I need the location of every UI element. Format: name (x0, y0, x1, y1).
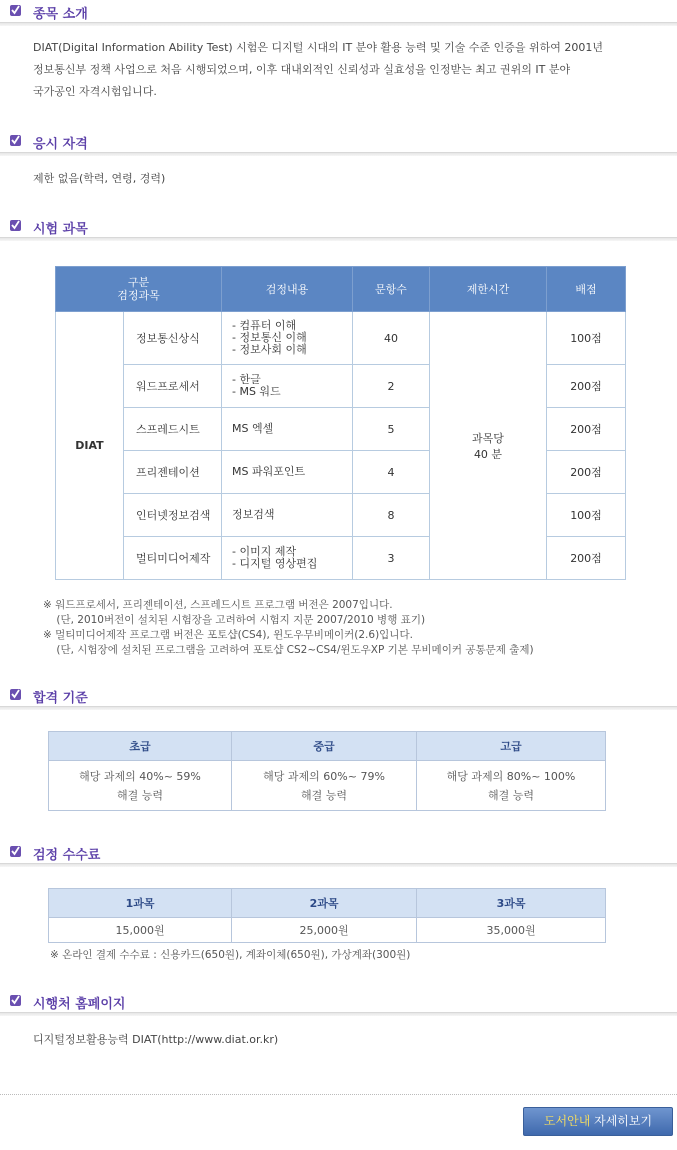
header-count: 문항수 (353, 267, 430, 312)
checkbox-icon (10, 689, 21, 700)
table-header-row (49, 732, 606, 761)
section-divider (0, 1012, 677, 1016)
subject-count: 8 (353, 494, 430, 537)
section-title: 종목 소개 (33, 7, 88, 22)
subject-score: 200점 (547, 365, 626, 408)
book-info-button[interactable] (523, 1107, 673, 1136)
intro-line: DIAT(Digital Information Ability Test) 시험은 디지털 시대의 IT 분야 활용 능력 및 기술 수준 인증을 위하여 2001년 (33, 41, 603, 54)
section-header-pass (0, 686, 677, 706)
level-criteria (232, 761, 417, 811)
level-header: 초급 (49, 732, 232, 761)
section-title: 검정 수수료 (33, 848, 101, 863)
checkbox-icon (10, 220, 21, 231)
subject-content (222, 494, 353, 537)
qualification-text: 제한 없음(학력, 연령, 경력) (33, 172, 166, 185)
subject-content (222, 537, 353, 580)
criteria-line: 해결 능력 (488, 788, 535, 802)
subject-content (222, 408, 353, 451)
subject-name: 스프레드시트 (124, 408, 222, 451)
section-divider (0, 22, 677, 26)
section-header-homepage (0, 992, 677, 1012)
subjects-table (55, 266, 626, 580)
content-line: - 한글 (232, 373, 261, 386)
footer-divider (0, 1094, 677, 1095)
note-line: (단, 2010버전이 설치된 시험장을 고려하여 시험지 지문 2007/2010 병행 표기) (43, 614, 426, 626)
pass-criteria-table (48, 731, 606, 811)
section-title: 응시 자격 (33, 137, 88, 152)
table-row (49, 761, 606, 811)
section-divider (0, 863, 677, 867)
subject-score: 100점 (547, 494, 626, 537)
subject-score: 200점 (547, 451, 626, 494)
subject-score: 200점 (547, 408, 626, 451)
fee-note: ※ 온라인 결제 수수료 : 신용카드(650원), 계좌이체(650원), 가상계좌(300원) (50, 949, 411, 961)
time-line: 과목당 (472, 431, 504, 445)
intro-line: 국가공인 자격시험입니다. (33, 85, 157, 98)
criteria-line: 해당 과제의 40%~ 59% (79, 769, 201, 783)
subject-score: 200점 (547, 537, 626, 580)
note-line: ※ 워드프로세서, 프리젠테이션, 스프레드시트 프로그램 버전은 2007입니다. (43, 599, 393, 611)
criteria-line: 해결 능력 (301, 788, 348, 802)
criteria-line: 해결 능력 (117, 788, 164, 802)
content-line: - 정보통신 이해 (232, 331, 307, 344)
subject-content (222, 365, 353, 408)
content-line: MS 엑셀 (232, 422, 274, 435)
section-header-fee (0, 843, 677, 863)
note-line: (단, 시험장에 설치된 프로그램을 고려하여 포토샵 CS2~CS4/윈도우XP 기본 무비메이커 공통문제 출제) (43, 644, 534, 656)
fee-table (48, 888, 606, 943)
subject-count: 2 (353, 365, 430, 408)
fee-value: 15,000원 (49, 918, 232, 943)
section-divider (0, 152, 677, 156)
subject-count: 5 (353, 408, 430, 451)
subject-count: 4 (353, 451, 430, 494)
button-highlight-label: 도서안내 (543, 1114, 591, 1128)
checkbox-icon (10, 5, 21, 16)
section-divider (0, 237, 677, 241)
intro-text (33, 37, 653, 103)
content-line: - 이미지 제작 (232, 545, 297, 558)
subject-name: 프리젠테이션 (124, 451, 222, 494)
content-line: - MS 워드 (232, 385, 281, 398)
section-header-intro (0, 2, 677, 22)
subject-score: 100점 (547, 312, 626, 365)
header-label: 구분 (127, 276, 150, 289)
criteria-line: 해당 과제의 80%~ 100% (446, 769, 576, 783)
section-header-qualification (0, 132, 677, 152)
subject-name: 정보통신상식 (124, 312, 222, 365)
table-row (56, 312, 626, 365)
content-line: MS 파워포인트 (232, 465, 306, 478)
content-line: - 정보사회 이해 (232, 343, 307, 356)
header-score: 배점 (547, 267, 626, 312)
subject-notes (43, 598, 534, 658)
section-divider (0, 706, 677, 710)
fee-header: 2과목 (232, 889, 417, 918)
level-header: 고급 (417, 732, 606, 761)
content-line: - 컴퓨터 이해 (232, 319, 297, 332)
intro-line: 정보통신부 정책 사업으로 처음 시행되었으며, 이후 대내외적인 신뢰성과 실효성을 인정받는 최고 권위의 IT 분야 (33, 63, 571, 76)
checkbox-icon (10, 135, 21, 146)
table-row (49, 918, 606, 943)
section-title: 시험 과목 (33, 222, 88, 237)
time-line: 40 분 (473, 447, 503, 461)
subject-count: 40 (353, 312, 430, 365)
table-header-row (56, 267, 626, 312)
header-category (56, 267, 222, 312)
subject-name: 인터넷정보검색 (124, 494, 222, 537)
level-criteria (417, 761, 606, 811)
checkbox-icon (10, 846, 21, 857)
subject-name: 워드프로세서 (124, 365, 222, 408)
fee-header: 1과목 (49, 889, 232, 918)
content-line: 정보검색 (232, 508, 275, 521)
content-line: - 디지털 영상편집 (232, 557, 318, 570)
section-title: 시행처 홈페이지 (33, 997, 126, 1012)
fee-header: 3과목 (417, 889, 606, 918)
subject-count: 3 (353, 537, 430, 580)
time-cell (430, 312, 547, 580)
note-line: ※ 멀티미디어제작 프로그램 버전은 포토샵(CS4), 윈도우무비메이커(2.6)입니다. (43, 629, 413, 641)
subject-content (222, 451, 353, 494)
button-label: 자세히보기 (590, 1114, 653, 1128)
level-criteria (49, 761, 232, 811)
header-label: 검정과목 (117, 289, 160, 302)
section-title: 합격 기준 (33, 691, 88, 706)
header-time: 제한시간 (430, 267, 547, 312)
header-content: 검정내용 (222, 267, 353, 312)
homepage-link[interactable]: 디지털정보활용능력 DIAT(http://www.diat.or.kr) (33, 1033, 279, 1046)
fee-value: 25,000원 (232, 918, 417, 943)
group-cell: DIAT (56, 312, 124, 580)
subject-content (222, 312, 353, 365)
table-header-row (49, 889, 606, 918)
section-header-subjects (0, 217, 677, 237)
fee-value: 35,000원 (417, 918, 606, 943)
checkbox-icon (10, 995, 21, 1006)
criteria-line: 해당 과제의 60%~ 79% (263, 769, 385, 783)
subject-name: 멀티미디어제작 (124, 537, 222, 580)
level-header: 중급 (232, 732, 417, 761)
